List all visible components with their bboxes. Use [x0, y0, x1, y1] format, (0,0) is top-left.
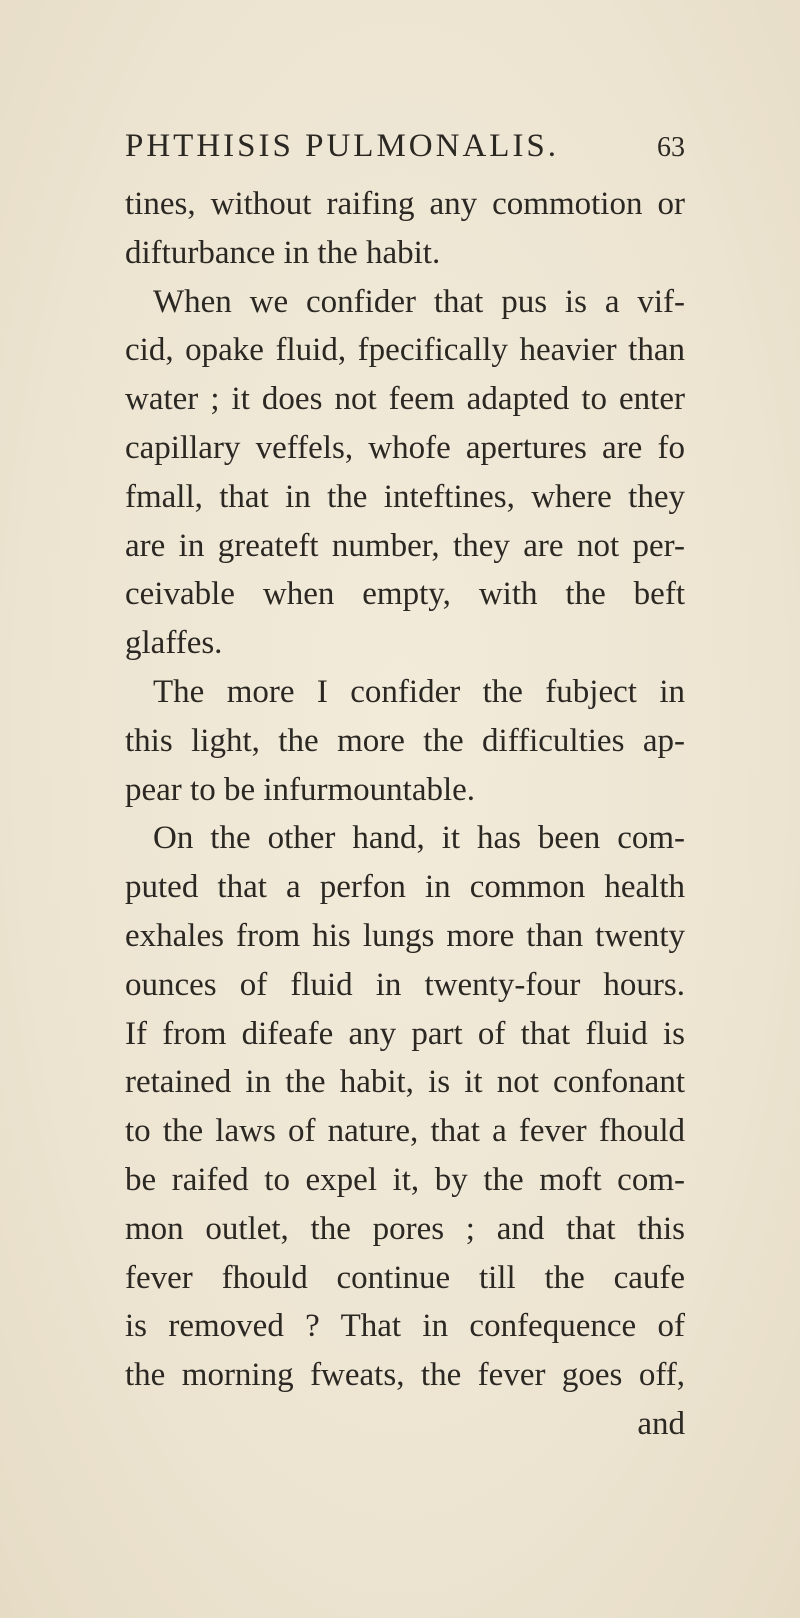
running-head: PHTHISIS PULMONALIS. — [125, 128, 560, 164]
catchword: and — [637, 1405, 685, 1442]
text-line: pear to be infurmountable. — [125, 771, 476, 808]
text-line: ounces of fluid in twenty-four hours. — [125, 966, 685, 1003]
text-line: cid, opake fluid, fpecifically heavier than — [125, 332, 685, 369]
text-line: retained in the habit, is it not confonant — [125, 1064, 685, 1101]
text-line: tines, without raifing any commotion or — [125, 186, 685, 222]
text-line: exhales from his lungs more than twenty — [125, 917, 685, 954]
paragraph-start-line: When we confider that pus is a vif- — [153, 283, 685, 320]
page-header — [125, 124, 685, 168]
text-line: mon outlet, the pores ; and that this — [125, 1210, 685, 1247]
text-line: be raifed to expel it, by the moft com- — [125, 1161, 685, 1198]
text-line: capillary veffels, whofe apertures are fo — [125, 429, 685, 466]
text-line: difturbance in the habit. — [125, 234, 441, 271]
page-number: 63 — [657, 132, 685, 163]
paragraph-start-line: On the other hand, it has been com- — [153, 820, 685, 857]
text-line: are in greateft number, they are not per- — [125, 527, 685, 564]
text-line: puted that a perfon in common health — [125, 869, 685, 906]
paragraph-start-line: The more I confider the fubject in — [153, 673, 685, 710]
text-line: this light, the more the difficulties ap- — [125, 722, 685, 759]
text-line: to the laws of nature, that a fever fhould — [125, 1113, 685, 1150]
text-line: If from difeafe any part of that fluid is — [125, 1015, 685, 1052]
text-line: the morning fweats, the fever goes off, — [125, 1357, 685, 1394]
text-line: water ; it does not feem adapted to enter — [125, 381, 685, 418]
text-line: ceivable when empty, with the beft — [125, 576, 685, 613]
text-line: fever fhould continue till the caufe — [125, 1259, 685, 1296]
text-line: fmall, that in the inteftines, where they — [125, 478, 685, 515]
text-line: glaffes. — [125, 625, 223, 662]
body-text — [125, 180, 685, 1449]
text-line: is removed ? That in confequence of — [125, 1308, 685, 1345]
